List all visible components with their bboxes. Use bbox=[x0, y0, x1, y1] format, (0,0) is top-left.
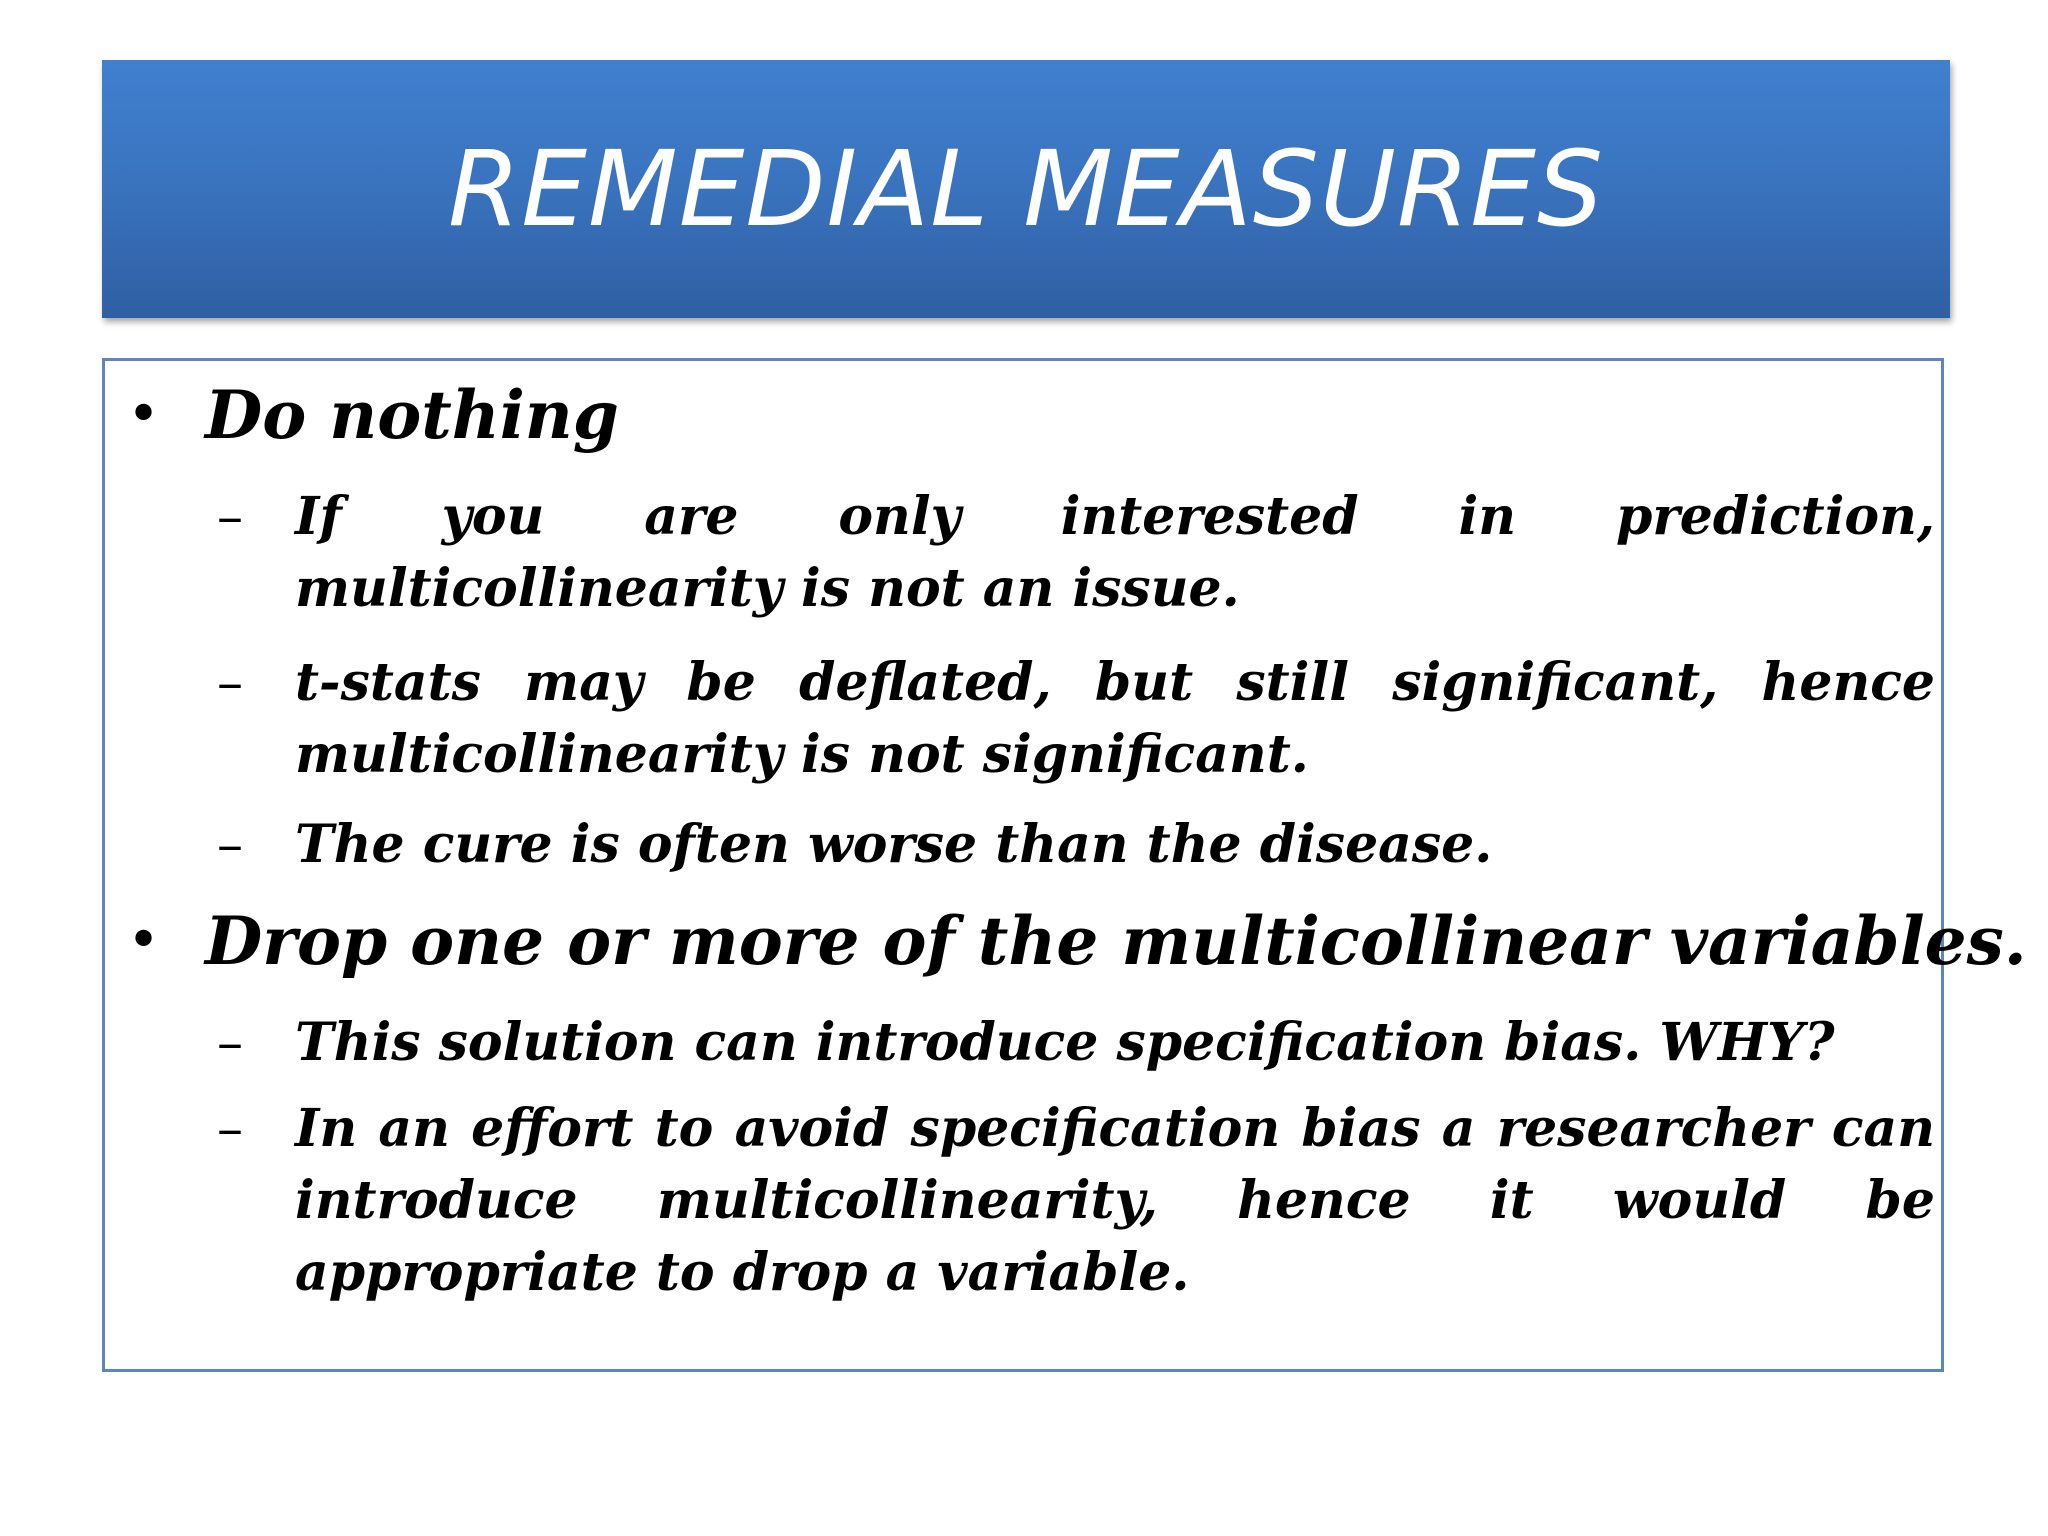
bullet-list bbox=[105, 361, 2027, 1369]
sub-bullet-text: If you are only interested in prediction, multicollinearity is not an issue. bbox=[295, 486, 1935, 619]
bullet-text: Drop one or more of the multicollinear variables. bbox=[205, 902, 2027, 980]
sub-bullet-text: This solution can introduce specification bias. WHY? bbox=[295, 1012, 1835, 1073]
sub-bullet-item bbox=[217, 647, 1935, 791]
dash-icon: – bbox=[217, 1013, 243, 1073]
dash-icon: – bbox=[217, 815, 243, 875]
sub-bullet-item bbox=[217, 1007, 1935, 1079]
content-box bbox=[102, 358, 2027, 1372]
bullet-dot-icon: • bbox=[127, 908, 161, 973]
bullet-text: Do nothing bbox=[205, 376, 619, 454]
slide-title: REMEDIAL MEASURES bbox=[447, 128, 1605, 250]
title-banner bbox=[102, 60, 1950, 318]
sub-bullet-text: t-stats may be deflated, but still significant, hence multicollinearity is not significant. bbox=[295, 652, 1935, 785]
bullet-item bbox=[127, 901, 2027, 981]
sub-bullet-item bbox=[217, 1093, 1935, 1309]
sub-bullet-item bbox=[217, 809, 1935, 881]
dash-icon: – bbox=[217, 653, 243, 713]
sub-bullet-text: In an effort to avoid specification bias a researcher can introduce multicollinearity, hence it would be appropriate to drop a variable. bbox=[295, 1098, 1935, 1303]
dash-icon: – bbox=[217, 1099, 243, 1159]
dash-icon: – bbox=[217, 487, 243, 547]
sub-bullet-text: The cure is often worse than the disease. bbox=[295, 814, 1493, 875]
bullet-dot-icon: • bbox=[127, 382, 161, 447]
bullet-item bbox=[127, 375, 619, 455]
sub-bullet-item bbox=[217, 481, 1935, 625]
